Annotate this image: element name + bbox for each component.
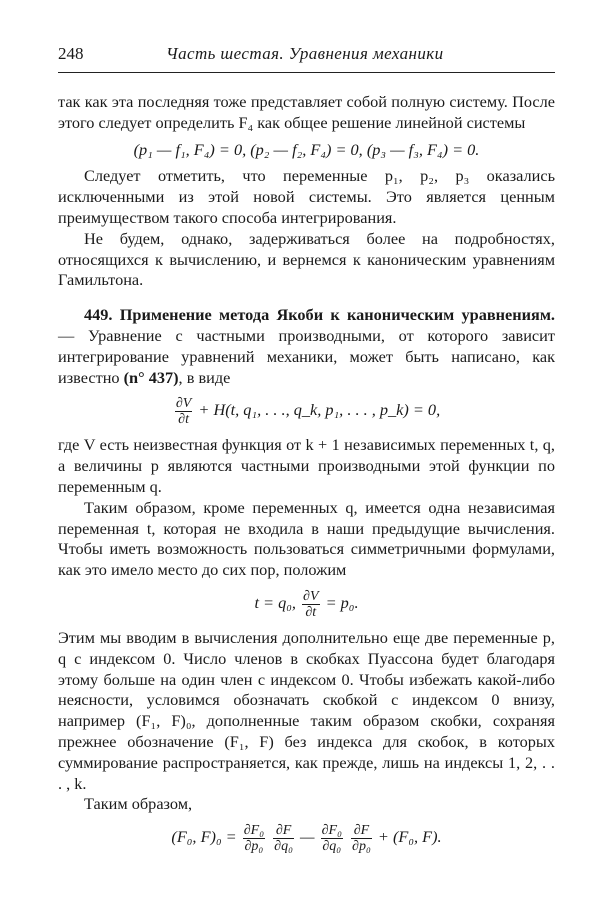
fraction-denominator: ∂t bbox=[178, 412, 189, 428]
equation-poisson-brackets: (p₁ — f₁, F₄) = 0, (p₂ — f₂, F₄) = 0, (p₃ — f₃, F₄) = 0. bbox=[133, 139, 480, 159]
equation-extended-bracket bbox=[58, 823, 555, 854]
fraction-denominator: ∂t bbox=[305, 604, 317, 620]
equation-left: (F₀, F)₀ = bbox=[171, 827, 237, 847]
fraction-dv-dt bbox=[175, 396, 192, 427]
equation-right: + (F₀, F). bbox=[377, 827, 442, 847]
fraction-dF0-dq0 bbox=[321, 823, 343, 854]
running-title: Часть шестая. Уравнения механики bbox=[166, 44, 444, 63]
page-number: 248 bbox=[58, 44, 84, 63]
section-text: — Уравнение с частными производными, от которого зависит интегрирование уравнений механики, может быть написано, как известно bbox=[58, 325, 555, 387]
fraction-dF-dp0 bbox=[351, 823, 372, 854]
paragraph-continuation: так как эта последняя тоже представляет собой полную систему. После этого следует определить F₄ как общее решение линейной системы bbox=[58, 92, 555, 132]
fraction-numerator: ∂F bbox=[351, 823, 372, 839]
minus-sign: — bbox=[300, 827, 315, 847]
equation-hamilton-jacobi bbox=[58, 396, 555, 427]
paragraph-return: Не будем, однако, задерживаться более на подробностях, относящихся к вычислению, и вернемся к каноническим уравнениям Гамильтона. bbox=[58, 228, 555, 290]
fraction-numerator: ∂V bbox=[303, 588, 319, 604]
fraction-denominator: ∂q₀ bbox=[322, 839, 342, 855]
fraction-numerator: ∂F₀ bbox=[321, 823, 342, 839]
equation-substitution bbox=[58, 589, 555, 620]
equation-rest: + H(t, q₁, . . ., q_k, p₁, . . . , p_k) = 0, bbox=[198, 400, 441, 420]
fraction-numerator: ∂F bbox=[273, 823, 294, 839]
fraction-denominator: ∂p₀ bbox=[244, 839, 264, 855]
fraction-dF0-dp0 bbox=[243, 823, 265, 854]
paragraph-definition: где V есть неизвестная функция от k + 1 независимых переменных t, q, а величины p являются частными производными этой функции по переменным q. bbox=[58, 435, 555, 496]
paragraph-new-variable: Таким образом, кроме переменных q, имеется одна независимая переменная t, которая не входила в наши предыдущие вычисления. Чтобы иметь возможность пользоваться симметричными формулами, как это имело место до сих пор, положим bbox=[58, 497, 555, 580]
equation-left: t = q₀, bbox=[254, 593, 296, 613]
section-heading: 449. Применение метода Якоби к каноническим уравнениям. bbox=[84, 305, 555, 325]
page-body bbox=[58, 92, 555, 862]
equation-right: = p₀. bbox=[325, 593, 359, 613]
cross-reference: (n° 437) bbox=[123, 367, 179, 387]
paragraph-extended-brackets: Этим мы вводим в вычисления дополнительно еще две переменные p, q с индексом 0. Число членов в скобках Пуассона будет благодаря этому больше на один член с индексом 0. Чтобы избежать какой-либо неясности, условимся обозначать скобкой с индексом 0 внизу, например (F₁, F)₀, дополненные таким образом скобки, сохраняя прежнее обозначение (F₁, F) без индекса для скобок, в которых суммирование распространяется, как прежде, лишь на индексы 1, 2, . . . , k. bbox=[58, 627, 555, 793]
section-text-end: , в виде bbox=[178, 367, 231, 387]
section-449 bbox=[58, 305, 555, 388]
fraction-denominator: ∂q₀ bbox=[274, 839, 293, 855]
fraction-numerator: ∂V bbox=[175, 396, 192, 412]
fraction-numerator: ∂F₀ bbox=[243, 823, 265, 839]
fraction-dv-dt bbox=[302, 589, 319, 620]
paragraph-note: Следует отметить, что переменные p₁, p₂, p₃ оказались исключенными из этой новой системы. Это является ценным преимуществом такого способа интегрирования. bbox=[58, 166, 555, 227]
fraction-denominator: ∂p₀ bbox=[352, 839, 371, 855]
fraction-dF-dq0 bbox=[273, 823, 294, 854]
page-header bbox=[58, 44, 555, 73]
paragraph-thus: Таким образом, bbox=[84, 794, 193, 814]
